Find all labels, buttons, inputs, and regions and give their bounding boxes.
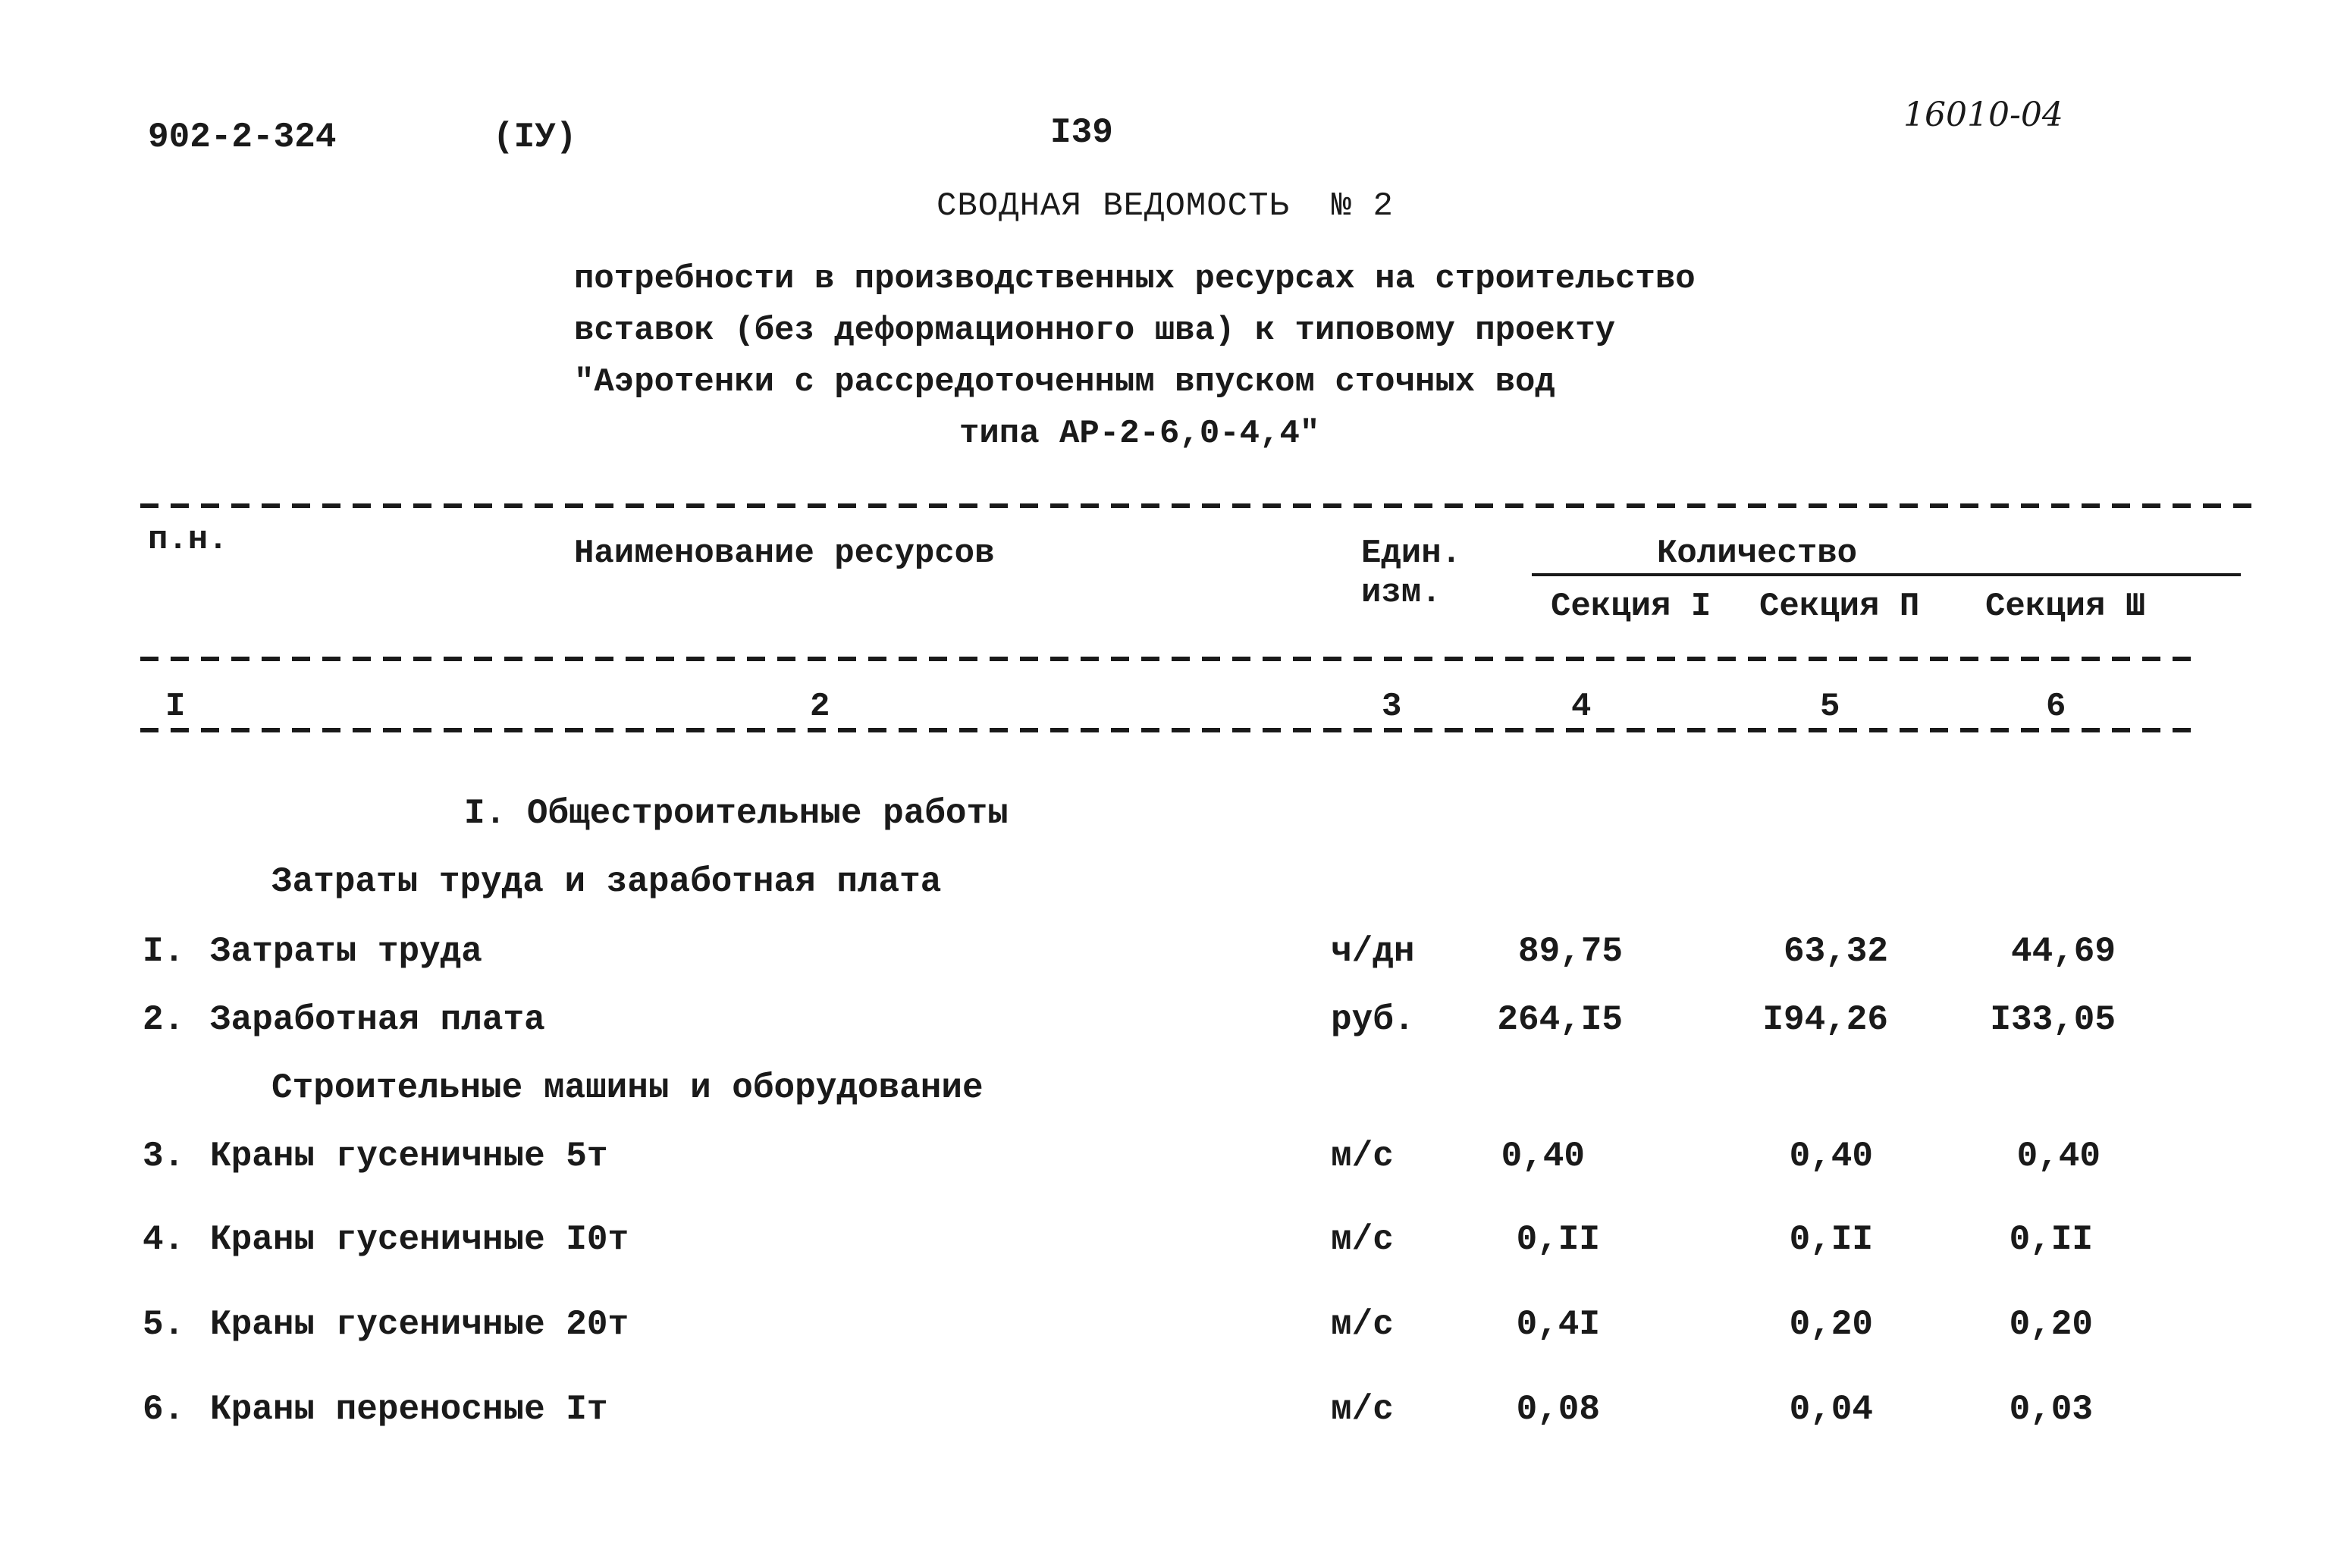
quantity-underline [1532,573,2241,576]
row-value-section-3: 0,03 [2009,1390,2093,1429]
row-unit: м/с [1331,1137,1394,1176]
row-unit: м/с [1331,1390,1394,1429]
document-code: 902-2-324 [148,118,337,157]
row-value-section-2: 63,32 [1783,932,1888,971]
row-value-section-2: 0,04 [1789,1390,1873,1429]
row-value-section-3: 44,69 [2010,932,2116,971]
row-value-section-1: 264,I5 [1497,1000,1623,1040]
row-value-section-3: 0,II [2009,1220,2093,1259]
row-value-section-3: 0,40 [2016,1137,2101,1176]
row-num: I. [143,932,185,971]
row-value-section-2: 0,II [1789,1220,1873,1259]
row-value-section-2: 0,20 [1789,1305,1873,1344]
header-section-3: Секция Ш [1985,588,2146,626]
row-value-section-1: 89,75 [1517,932,1623,971]
row-unit: руб. [1331,1000,1415,1040]
header-num: п.н. [148,521,228,559]
row-value-section-1: 0,II [1516,1220,1600,1259]
row-value-section-1: 0,4I [1516,1305,1600,1344]
section-title: I. Общестроительные работы [464,794,1009,833]
row-name: Краны гусеничные 20т [210,1305,629,1344]
row-value-section-3: I33,05 [1990,1000,2116,1040]
title-line-2: вставок (без деформационного шва) к типовому проекту [574,312,1616,350]
col-number-4: 4 [1571,688,1592,726]
header-unit-line2: изм. [1361,574,1442,612]
row-unit: м/с [1331,1305,1394,1344]
row-name: Затраты труда [210,932,482,971]
title-line-3: "Аэротенки с рассредоточенным впуском сточных вод [574,363,1555,401]
col-number-2: 2 [810,688,830,726]
group-title: Затраты труда и заработная плата [271,862,942,902]
col-number-5: 5 [1820,688,1840,726]
row-num: 2. [143,1000,185,1040]
row-name: Краны переносные Iт [210,1390,608,1429]
row-unit: м/с [1331,1220,1394,1259]
col-numbers-rule [140,728,2203,732]
row-value-section-1: 0,08 [1516,1390,1600,1429]
header-section-1: Секция I [1551,588,1711,626]
header-quantity: Количество [1657,535,1858,572]
col-number-1: I [165,688,186,726]
page-number: I39 [1050,113,1113,152]
row-num: 4. [143,1220,185,1259]
row-name: Заработная плата [210,1000,545,1040]
row-num: 5. [143,1305,185,1344]
issue-number: (IУ) [493,118,577,157]
col-number-3: 3 [1382,688,1402,726]
row-num: 6. [143,1390,185,1429]
group-title: Строительные машины и оборудование [271,1068,984,1108]
row-unit: ч/дн [1331,932,1415,971]
row-num: 3. [143,1137,185,1176]
header-unit-line1: Един. [1361,535,1462,572]
title-line-4: типа АР-2-6,0-4,4" [959,415,1320,453]
col-number-6: 6 [2046,688,2066,726]
table-top-rule [140,503,2264,508]
row-name: Краны гусеничные I0т [210,1220,629,1259]
title-line-1: потребности в производственных ресурсах на строительство [574,260,1696,298]
row-value-section-2: I94,26 [1762,1000,1888,1040]
row-value-section-1: 0,40 [1501,1137,1585,1176]
handwritten-stamp: 16010-04 [1903,96,2063,134]
header-section-2: Секция П [1759,588,1920,626]
row-value-section-2: 0,40 [1789,1137,1873,1176]
row-name: Краны гусеничные 5т [210,1137,608,1176]
header-name: Наименование ресурсов [574,535,995,572]
header-bottom-rule [140,657,2203,661]
row-value-section-3: 0,20 [2009,1305,2093,1344]
document-title: СВОДНАЯ ВЕДОМОСТЬ № 2 [937,187,1394,225]
